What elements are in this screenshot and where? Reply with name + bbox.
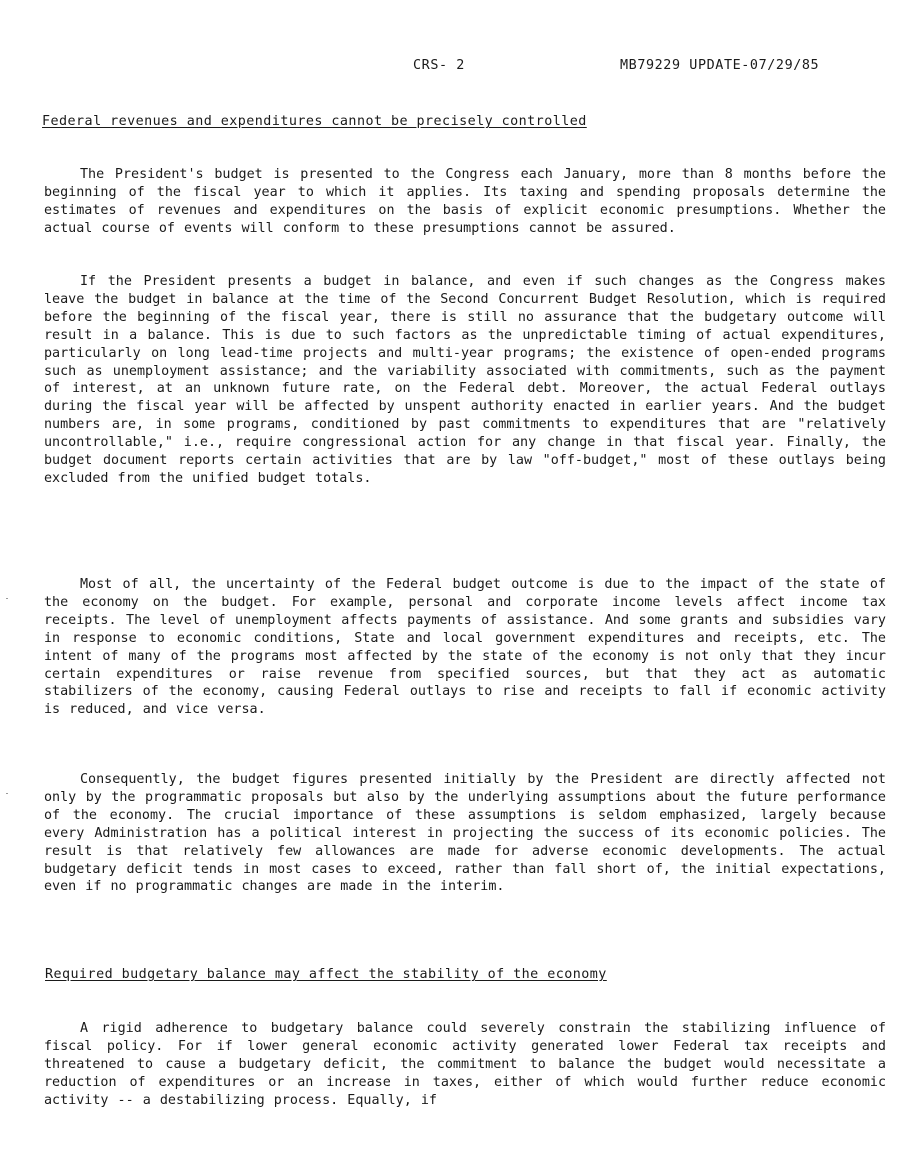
body-paragraph: A rigid adherence to budgetary balance could severely constrain the stabilizing influence of fiscal policy. For if lower general economic activity generated lower Federal tax receipts and threatened to cause a budgetary deficit, the commitment to balance the budget would necessitate a reduction of expenditures or an increase in taxes, either of which would further reduce economic activity -- a destabilizing process. Equally, if	[44, 1021, 886, 1108]
body-paragraph: Most of all, the uncertainty of the Federal budget outcome is due to the impact of the state of the economy on the budget. For example, personal and corporate income levels affect income tax receipts. The level of unemployment affects payments of assistance. And some grants and subsidies vary in response to economic conditions, State and local government expenditures and receipts, etc. The intent of many of the programs most affected by the state of the economy is not only that they incur certain expenditures or raise revenue from specified sources, but that they act as automatic stabilizers of the economy, causing Federal outlays to rise and receipts to fall if economic activity is reduced, and vice versa.	[44, 577, 886, 718]
page-header	[0, 57, 920, 77]
body-paragraph: If the President presents a budget in balance, and even if such changes as the Congress makes leave the budget in balance at the time of the Second Concurrent Budget Resolution, which is required before the beginning of the fiscal year, there is still no assurance that the budgetary outcome will result in a balance. This is due to such factors as the unpredictable timing of actual expenditures, particularly on long lead-time projects and multi-year programs; the existence of open-ended programs such as unemployment assistance; and the variability associated with commitments, such as the payment of interest, at an unknown future rate, on the Federal debt. Moreover, the actual Federal outlays during the fiscal year will be affected by unspent authority enacted in earlier years. And the budget numbers are, in some programs, conditioned by past commitments to expenditures that are "relatively uncontrollable," i.e., require congressional action for any change in that fiscal year. Finally, the budget document reports certain activities that are by law "off-budget," most of these outlays being excluded from the unified budget totals.	[44, 274, 886, 486]
section-heading-budgetary-balance-stability: Required budgetary balance may affect the stability of the economy	[45, 967, 607, 982]
scan-speck	[6, 598, 8, 599]
scan-speck	[6, 793, 8, 794]
section-heading-revenues-expenditures: Federal revenues and expenditures cannot be precisely controlled	[42, 114, 587, 129]
document-id: MB79229 UPDATE-07/29/85	[620, 58, 820, 73]
body-paragraph: The President's budget is presented to the Congress each January, more than 8 months before the beginning of the fiscal year to which it applies. Its taxing and spending proposals determine the estimates of revenues and expenditures on the basis of explicit economic presumptions. Whether the actual course of events will conform to these presumptions cannot be assured.	[44, 167, 886, 236]
body-paragraph: Consequently, the budget figures presented initially by the President are directly affected not only by the programmatic proposals but also by the underlying assumptions about the future performance of the economy. The crucial importance of these assumptions is seldom emphasized, largely because every Administration has a political interest in projecting the success of its economic policies. The result is that relatively few allowances are made for adverse economic developments. The actual budgetary deficit tends in most cases to exceed, rather than fall short of, the initial expectations, even if no programmatic changes are made in the interim.	[44, 772, 886, 895]
page-number: CRS- 2	[413, 58, 465, 73]
